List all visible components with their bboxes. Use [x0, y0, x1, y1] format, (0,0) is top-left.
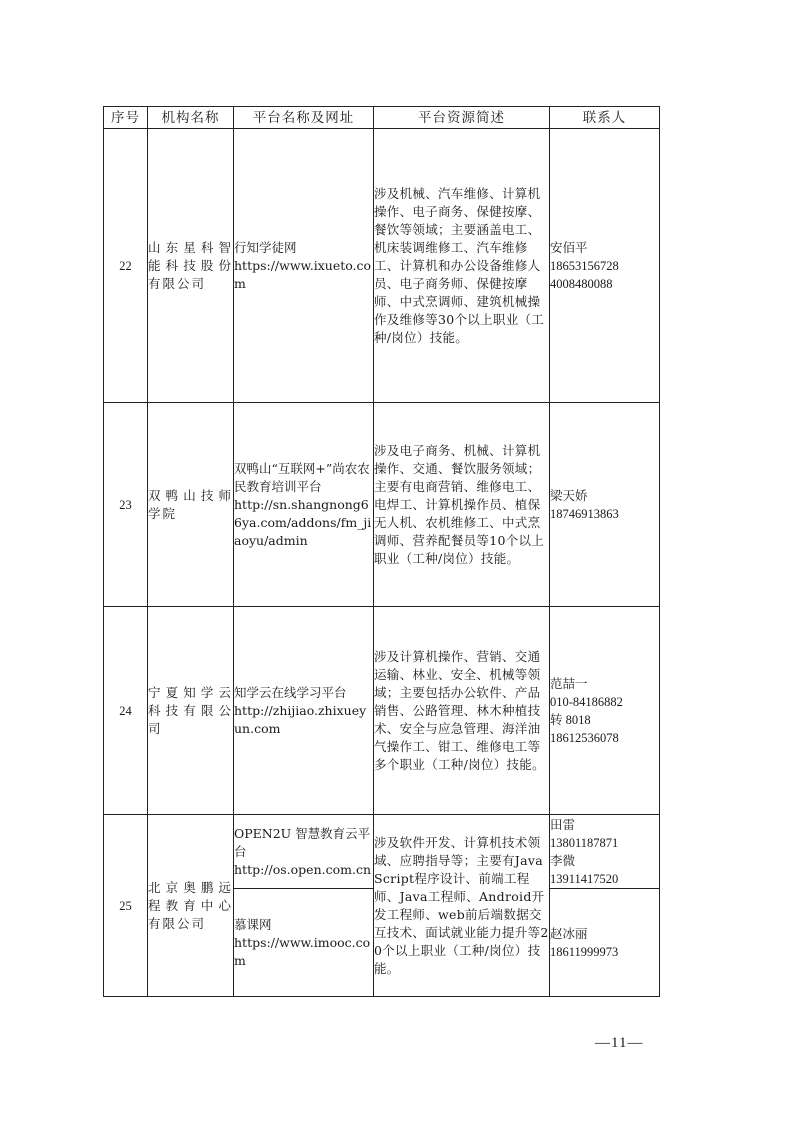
- table-row: [104, 607, 660, 815]
- header-no: 序号: [104, 107, 148, 129]
- contact-name: 范喆一: [550, 676, 588, 691]
- contact-name: 赵冰丽: [550, 926, 588, 941]
- contact-phone: 18653156728: [550, 258, 619, 273]
- platform-name: 双鸭山“互联网+”尚农农民教育培训平台: [234, 460, 370, 494]
- contact-name: 梁天娇: [550, 488, 588, 503]
- platform-url[interactable]: http://os.open.com.cn: [234, 861, 371, 877]
- contact-phone: 18746913863: [550, 506, 619, 521]
- header-platform: 平台名称及网址: [234, 107, 374, 129]
- contact-cell: [550, 815, 660, 889]
- resource-description: 涉及电子商务、机械、计算机操作、交通、餐饮服务领域；主要有电商营销、维修电工、电焊工、计算机操作员、植保无人机、农机维修工、中式烹调师、营养配餐员等10个以上职业（工种/岗位）技能。: [374, 403, 550, 607]
- platform-url[interactable]: https://www.imooc.com: [234, 934, 371, 968]
- platform-cell: [234, 815, 374, 889]
- row-number: 22: [104, 129, 148, 403]
- contact-name: 李微: [550, 853, 576, 868]
- contact-phone: 13801187871: [550, 835, 619, 850]
- contact-cell: [550, 889, 660, 997]
- resource-description: 涉及软件开发、计算机技术领域、应聘指导等；主要有JavaScript程序设计、前端工程师、Java工程师、Android开发工程师、web前后端数据交互技术、面试就业能力提升等20个以上职业（工种/岗位）技能。: [374, 815, 550, 997]
- contact-cell: [550, 403, 660, 607]
- platform-name: 行知学徒网: [234, 239, 297, 255]
- platform-name: 慕课网: [234, 916, 272, 932]
- table-row: [104, 403, 660, 607]
- contact-phone: 13911417520: [550, 871, 619, 886]
- header-org: 机构名称: [148, 107, 234, 129]
- contact-cell: [550, 129, 660, 403]
- contact-name: 田雷: [550, 817, 576, 832]
- platform-cell: [234, 889, 374, 997]
- platform-cell: [234, 607, 374, 815]
- row-number: 25: [104, 815, 148, 997]
- resource-description: 涉及机械、汽车维修、计算机操作、电子商务、保健按摩、餐饮等领域；主要涵盖电工、机床装调维修工、汽车维修工、计算机和办公设备维修人员、电子商务师、保健按摩师、中式烹调师、建筑机械操作及维修等30个以上职业（工种/岗位）技能。: [374, 129, 550, 403]
- org-name: 山东星科智能科技股份有限公司: [148, 129, 234, 403]
- contact-phone: 18611999973: [550, 944, 619, 959]
- platform-name: 知学云在线学习平台: [234, 684, 347, 700]
- platform-url[interactable]: http://zhijiao.zhixueyun.com: [234, 702, 367, 736]
- institution-table: [103, 106, 660, 997]
- table-row: [104, 815, 660, 889]
- org-name: 双鸭山技师学院: [148, 403, 234, 607]
- header-desc: 平台资源简述: [374, 107, 550, 129]
- contact-phone: 010-84186882: [550, 694, 623, 709]
- contact-phone: 4008480088: [550, 276, 613, 291]
- page-number: —11—: [595, 1035, 644, 1051]
- table-header-row: [104, 107, 660, 129]
- contact-cell: [550, 607, 660, 815]
- platform-url[interactable]: http://sn.shangnong66ya.com/addons/fm_jiaoyu/admin: [234, 496, 372, 548]
- contact-phone: 18612536078: [550, 730, 619, 745]
- row-number: 24: [104, 607, 148, 815]
- platform-url[interactable]: https://www.ixueto.com: [234, 257, 372, 291]
- org-name: 北京奥鹏远程教育中心有限公司: [148, 815, 234, 997]
- platform-cell: [234, 403, 374, 607]
- contact-extension: 转 8018: [550, 712, 591, 727]
- row-number: 23: [104, 403, 148, 607]
- table-row: [104, 129, 660, 403]
- platform-name: OPEN2U 智慧教育云平台: [234, 825, 371, 859]
- platform-cell: [234, 129, 374, 403]
- contact-name: 安佰平: [550, 240, 588, 255]
- resource-description: 涉及计算机操作、营销、交通运输、林业、安全、机械等领域；主要包括办公软件、产品销售、公路管理、林木种植技术、安全与应急管理、海洋油气操作工、钳工、维修电工等多个职业（工种/岗位）技能。: [374, 607, 550, 815]
- org-name: 宁夏知学云科技有限公司: [148, 607, 234, 815]
- header-contact: 联系人: [550, 107, 660, 129]
